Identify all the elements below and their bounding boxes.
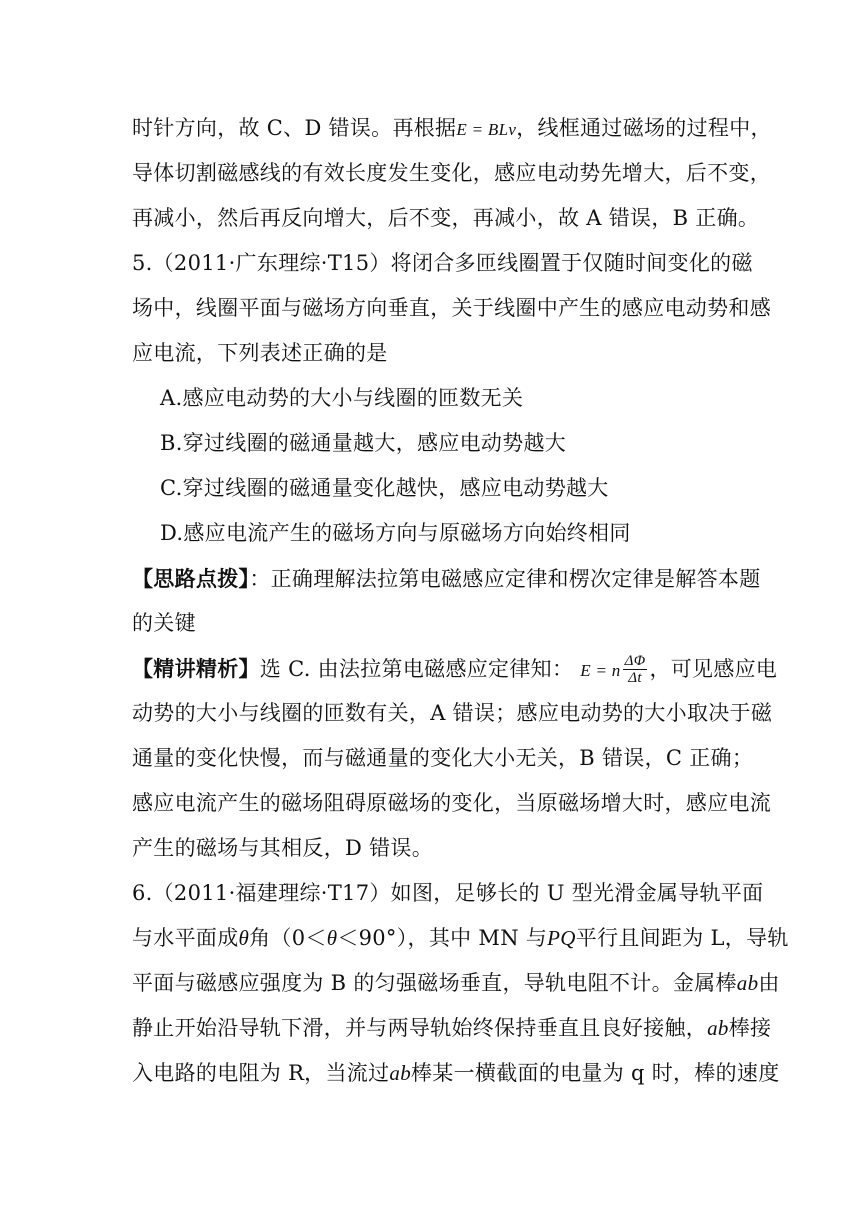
text-line: 再减小，然后再反向增大，后不变，再减小，故 A 错误，B 正确。: [132, 206, 760, 230]
ab-symbol: ab: [736, 971, 759, 995]
theta-symbol: θ: [238, 926, 250, 950]
question-6-line: 6.（2011·福建理综·T17）如图，足够长的 U 型光滑金属导轨平面: [132, 881, 764, 905]
analysis-line: 产生的磁场与其相反，D 错误。: [132, 836, 434, 860]
document-page: [132, 106, 789, 1096]
question-6-line: 平面与磁感应强度为 B 的匀强磁场垂直，导轨电阻不计。金属棒ab由: [132, 971, 780, 995]
question-6-line: 静止开始沿导轨下滑，并与两导轨始终保持垂直且良好接触，ab棒接: [132, 1016, 772, 1040]
option-a: A.感应电动势的大小与线圈的匝数无关: [160, 386, 524, 410]
theta-symbol: θ: [326, 926, 338, 950]
hint-line: 的关键: [132, 611, 196, 635]
fraction: $\frac{\Delta\Phi}{\Delta t}$: [624, 652, 646, 686]
question-5-line: 5.（2011·广东理综·T15）将闭合多匝线圈置于仅随时间变化的磁: [132, 251, 753, 275]
question-6-line: 与水平面成θ角（0＜θ＜90°），其中 MN 与PQ平行且间距为 L，导轨: [132, 926, 789, 950]
option-c: C.穿过线圈的磁通量变化越快，感应电动势越大: [160, 476, 609, 500]
question-5-line: 场中，线圈平面与磁场方向垂直，关于线圈中产生的感应电动势和感: [132, 296, 771, 320]
hint-line: 【思路点拨】：正确理解法拉第电磁感应定律和楞次定律是解答本题: [132, 566, 761, 591]
pq-symbol: PQ: [547, 926, 576, 950]
ab-symbol: ab: [389, 1061, 411, 1085]
analysis-line: 【精讲精析】选 C. 由法拉第电磁感应定律知： E = n $\frac{\Delta\Phi}{\Delta t}$ ，可见感应电: [132, 652, 778, 686]
text-line: 导体切割磁感线的有效长度发生变化，感应电动势先增大，后不变，: [132, 161, 771, 185]
hint-label: 【思路点拨】: [132, 566, 250, 591]
analysis-line: 感应电流产生的磁场阻碍原磁场的变化，当原磁场增大时，感应电流: [132, 791, 771, 815]
analysis-line: 动势的大小与线圈的匝数有关，A 错误；感应电动势的大小取决于磁: [132, 701, 773, 725]
question-6-line: 入电路的电阻为 R，当流过ab棒某一横截面的电量为 q 时，棒的速度: [132, 1061, 780, 1085]
formula-e-blv: E = BLv: [456, 120, 517, 139]
analysis-label: 【精讲精析】: [132, 656, 260, 681]
analysis-line: 通量的变化快慢，而与磁通量的变化大小无关，B 错误，C 正确；: [132, 746, 754, 770]
text-line: 时针方向，故 C、D 错误。再根据E = BLv，线框通过磁场的过程中，: [132, 116, 772, 140]
faraday-formula: E = n $\frac{\Delta\Phi}{\Delta t}$: [580, 652, 646, 686]
option-d: D.感应电流产生的磁场方向与原磁场方向始终相同: [160, 521, 631, 545]
question-5-line: 应电流，下列表述正确的是: [132, 341, 388, 365]
option-b: B.穿过线圈的磁通量越大，感应电动势越大: [160, 431, 567, 455]
ab-symbol: ab: [707, 1016, 729, 1040]
